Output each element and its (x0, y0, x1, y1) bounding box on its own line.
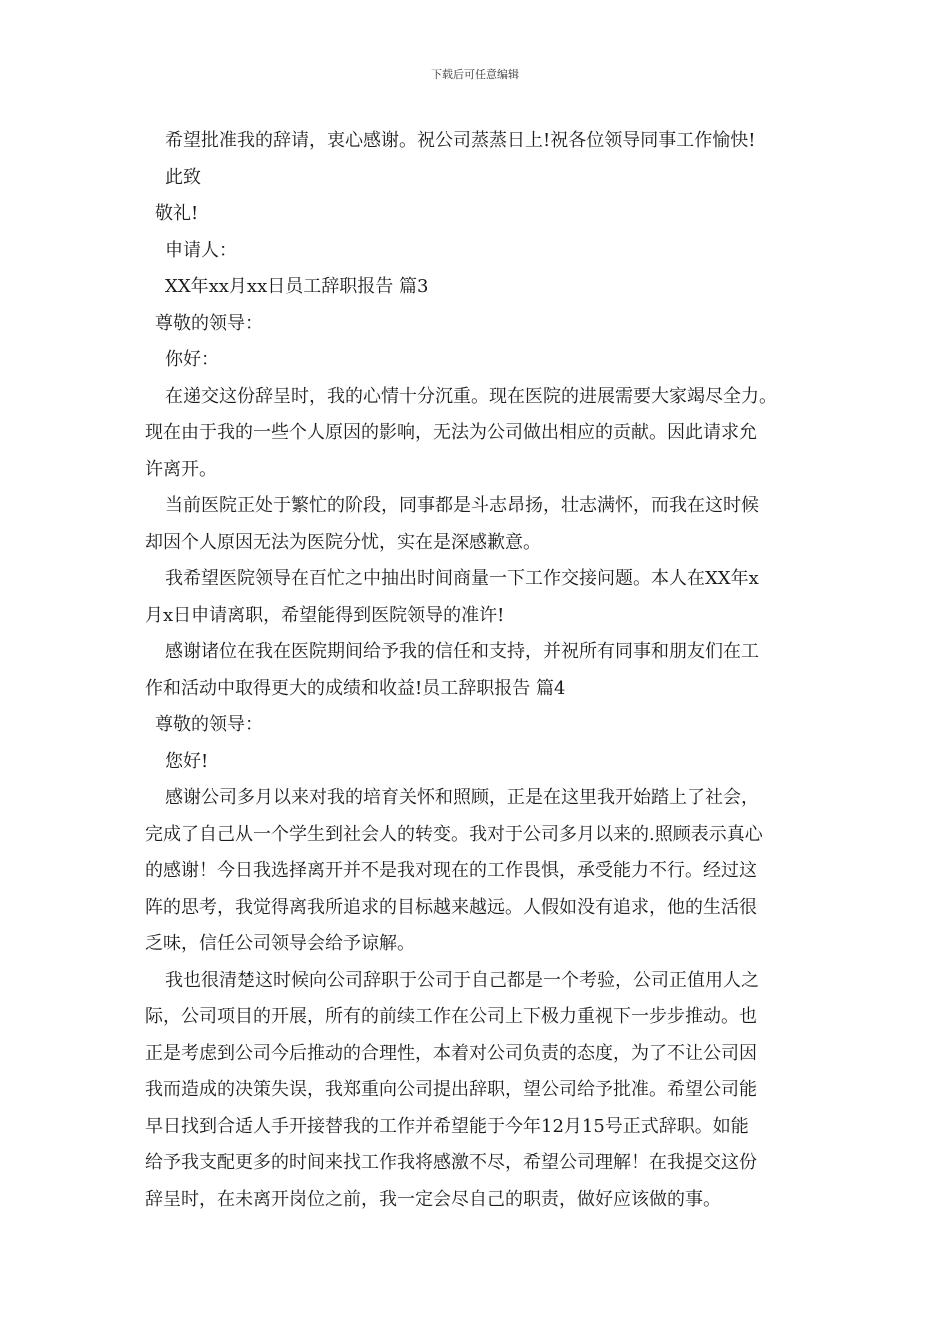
text-line: 申请人： (165, 239, 237, 261)
text-line: 完成了自己从一个学生到社会人的转变。我对于公司多月以来的.照顾表示真心 (145, 823, 763, 845)
page-header-note: 下载后可任意编辑 (431, 68, 519, 81)
document-body (145, 123, 825, 1218)
text-line: 际，公司项目的开展，所有的前续工作在公司上下极力重视下一步步推动。也 (145, 1006, 757, 1027)
text-line: 月x日申请离职，希望能得到医院领导的准许! (145, 604, 505, 626)
text-line: 此致 (165, 166, 201, 188)
text-line: 感谢公司多月以来对我的培育关怀和照顾，正是在这里我开始踏上了社会， (165, 787, 759, 808)
text-line: 您好! (165, 750, 209, 772)
text-line: 却因个人原因无法为医院分忧，实在是深感歉意。 (145, 531, 541, 553)
text-line: 现在由于我的一些个人原因的影响，无法为公司做出相应的贡献。因此请求允 (145, 422, 757, 443)
text-line: 敬礼! (155, 203, 199, 224)
text-line: 许离开。 (145, 458, 217, 480)
text-line: 早日找到合适人手开接替我的工作并希望能于今年12月15号正式辞职。如能 (145, 1115, 749, 1137)
text-line: 你好： (165, 349, 219, 370)
text-line: 辞呈时，在未离开岗位之前，我一定会尽自己的职责，做好应该做的事。 (145, 1188, 721, 1210)
text-line: 感谢诸位在我在医院期间给予我的信任和支持，并祝所有同事和朋友们在工 (165, 641, 759, 662)
text-line: 尊敬的领导： (155, 312, 263, 334)
text-line: 我也很清楚这时候向公司辞职于公司于自己都是一个考验，公司正值用人之 (165, 969, 759, 991)
text-line: 乏味，信任公司领导会给予谅解。 (145, 933, 415, 954)
text-line: 当前医院正处于繁忙的阶段，同事都是斗志昂扬，壮志满怀，而我在这时候 (165, 495, 759, 516)
text-line: 在递交这份辞呈时，我的心情十分沉重。现在医院的进展需要大家竭尽全力。 (165, 385, 777, 407)
text-line: 我希望医院领导在百忙之中抽出时间商量一下工作交接问题。本人在XX年x (165, 568, 759, 589)
text-line: 希望批准我的辞请，衷心感谢。祝公司蒸蒸日上!祝各位领导同事工作愉快! (165, 130, 756, 151)
text-line: 阵的思考，我觉得离我所追求的目标越来越远。人假如没有追求，他的生活很 (145, 896, 757, 918)
text-line: 尊敬的领导： (155, 714, 263, 735)
text-line: 正是考虑到公司今后推动的合理性，本着对公司负责的态度，为了不让公司因 (145, 1042, 757, 1064)
text-line: 我而造成的决策失误，我郑重向公司提出辞职，望公司给予批准。希望公司能 (145, 1079, 757, 1100)
text-line: 作和活动中取得更大的成绩和收益!员工辞职报告 篇4 (145, 677, 566, 699)
text-line: XX年xx月xx日员工辞职报告 篇3 (165, 276, 429, 297)
text-line: 的感谢！今日我选择离开并不是我对现在的工作畏惧，承受能力不行。经过这 (145, 860, 757, 881)
text-line: 给予我支配更多的时间来找工作我将感激不尽，希望公司理解！在我提交这份 (145, 1152, 757, 1173)
